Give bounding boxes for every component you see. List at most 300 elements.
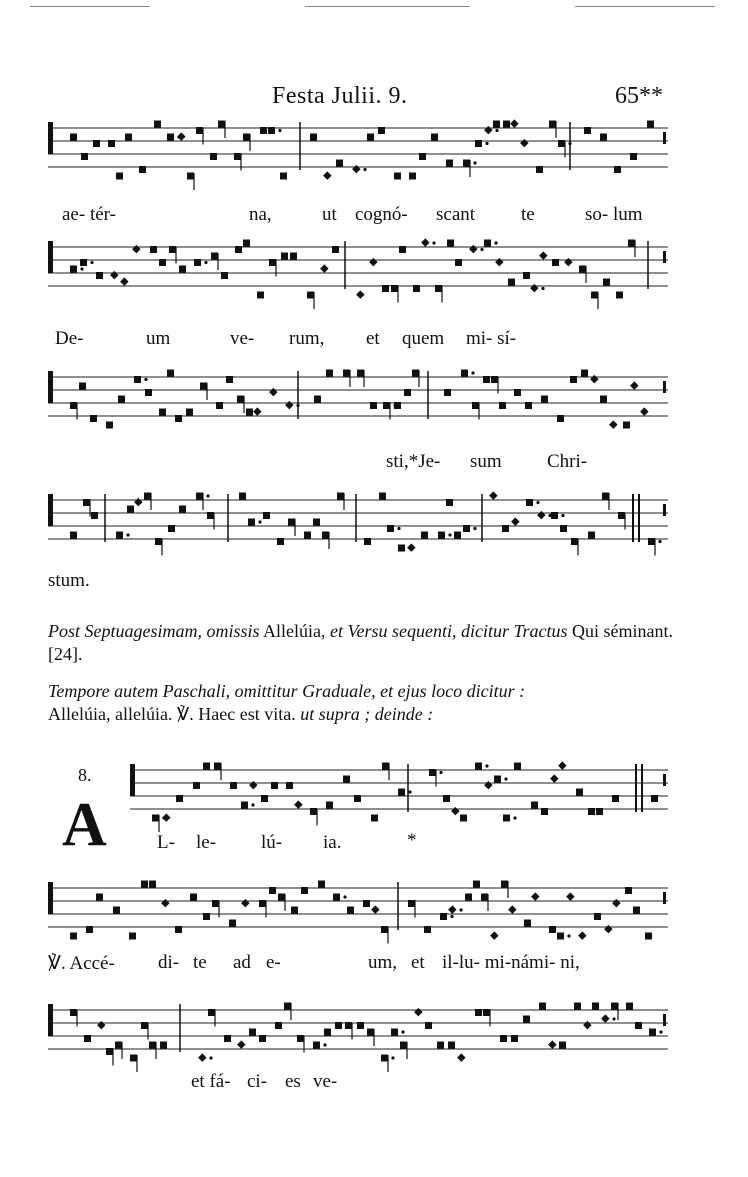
neume-note	[630, 153, 637, 160]
neume-note	[159, 259, 166, 266]
neume-note	[612, 795, 619, 802]
neume-note	[333, 894, 340, 901]
neume-note	[609, 420, 617, 428]
neume-dot	[495, 129, 498, 132]
neume-note	[391, 285, 398, 292]
neume-note	[511, 517, 519, 525]
neume-note	[383, 402, 390, 409]
neume-note	[132, 245, 140, 253]
rubric-text: Allelúia,	[259, 621, 330, 641]
neume-note	[194, 259, 201, 266]
neume-note	[367, 1029, 374, 1036]
top-rule	[305, 6, 470, 7]
neume-note	[531, 892, 539, 900]
neume-note	[408, 900, 415, 907]
neume-note	[159, 409, 166, 416]
neume-note	[320, 264, 328, 272]
neume-note	[611, 1003, 618, 1010]
neume-note	[539, 251, 547, 259]
neume-dot	[504, 777, 507, 780]
neume-note	[167, 134, 174, 141]
neume-note	[628, 240, 635, 247]
neume-note	[419, 153, 426, 160]
neume-note	[601, 1014, 609, 1022]
clef-mark	[130, 764, 135, 796]
neume-dot	[568, 142, 571, 145]
neume-note	[550, 774, 558, 782]
neume-note	[404, 389, 411, 396]
neume-note	[524, 920, 531, 927]
neume-note	[139, 166, 146, 173]
neume-note	[495, 258, 503, 266]
neume-note	[602, 493, 609, 500]
neume-note	[141, 1022, 148, 1029]
neume-note	[290, 253, 297, 260]
page-title: Festa Julii. 9.	[272, 83, 408, 109]
neume-note	[391, 1029, 398, 1036]
neume-note	[116, 173, 123, 180]
lyric-syllable: so- lum	[585, 204, 643, 225]
neume-note	[127, 506, 134, 513]
neume-note	[179, 266, 186, 273]
neume-note	[448, 905, 456, 913]
neume-note	[588, 532, 595, 539]
neume-note	[469, 245, 477, 253]
neume-note	[198, 1053, 206, 1061]
lyric-syllable: Chri-	[547, 451, 588, 472]
neume-note	[444, 389, 451, 396]
neume-note	[460, 815, 467, 822]
neume-note	[310, 808, 317, 815]
neume-note	[475, 1009, 482, 1016]
neume-note	[398, 545, 405, 552]
neume-note	[134, 376, 141, 383]
neume-note	[570, 376, 577, 383]
neume-note	[484, 126, 492, 134]
neume-note	[530, 284, 538, 292]
neume-note	[125, 134, 132, 141]
clef-mark	[48, 371, 53, 403]
neume-note	[253, 407, 261, 415]
neume-note	[203, 913, 210, 920]
lyric-syllable: quem	[402, 328, 445, 349]
neume-note	[269, 259, 276, 266]
music-staff	[0, 237, 748, 317]
neume-note	[294, 800, 302, 808]
lyric-syllable: il-lu- mi-námi- ni,	[442, 952, 580, 973]
neume-dot	[391, 1056, 394, 1059]
neume-note	[481, 894, 488, 901]
neume-note	[186, 409, 193, 416]
neume-note	[70, 266, 77, 273]
rubric-text: Allelúia, allelúia. ℣. Haec est vita.	[48, 704, 296, 724]
neume-note	[413, 285, 420, 292]
neume-note	[297, 1035, 304, 1042]
neume-note	[175, 415, 182, 422]
neume-dot	[459, 908, 462, 911]
neume-note	[421, 532, 428, 539]
neume-note	[70, 933, 77, 940]
neume-note	[190, 894, 197, 901]
neume-dot	[401, 1030, 404, 1033]
neume-note	[381, 1055, 388, 1062]
neume-note	[314, 396, 321, 403]
neume-dot	[473, 527, 476, 530]
neume-note	[149, 1042, 156, 1049]
neume-note	[363, 900, 370, 907]
music-staff	[0, 878, 748, 958]
custos-mark	[663, 381, 666, 393]
lyric-syllable: sti,*Je-	[386, 451, 441, 472]
neume-note	[564, 258, 572, 266]
neume-dot	[80, 267, 83, 270]
music-staff	[0, 490, 748, 570]
neume-note	[525, 402, 532, 409]
neume-note	[421, 238, 429, 246]
lyric-syllable: um,	[368, 952, 398, 973]
neume-note	[584, 127, 591, 134]
lyric-syllable: ve-	[230, 328, 255, 349]
neume-dot	[494, 241, 497, 244]
neume-dot	[541, 287, 544, 290]
neume-note	[203, 763, 210, 770]
neume-note	[483, 1009, 490, 1016]
neume-dot	[439, 771, 442, 774]
neume-note	[612, 899, 620, 907]
lyric-syllable: scant	[436, 204, 476, 225]
neume-note	[475, 140, 482, 147]
top-rule	[30, 6, 150, 7]
neume-note	[84, 1035, 91, 1042]
neume-dot	[126, 533, 129, 536]
neume-note	[285, 401, 293, 409]
neume-dot	[513, 816, 516, 819]
lyric-syllable: ci-	[247, 1071, 268, 1092]
neume-note	[345, 1022, 352, 1029]
custos-mark	[663, 251, 666, 263]
neume-note	[81, 153, 88, 160]
neume-note	[425, 1022, 432, 1029]
neume-note	[596, 808, 603, 815]
neume-note	[259, 1035, 266, 1042]
neume-note	[313, 519, 320, 526]
custos-mark	[663, 1014, 666, 1026]
neume-note	[520, 139, 528, 147]
neume-dot	[278, 129, 281, 132]
neume-note	[514, 763, 521, 770]
neume-note	[237, 396, 244, 403]
neume-note	[284, 1003, 291, 1010]
neume-note	[446, 160, 453, 167]
lyric-syllable: ℣. Accé-	[48, 953, 115, 974]
neume-note	[508, 279, 515, 286]
neume-note	[457, 1053, 465, 1061]
neume-note	[108, 140, 115, 147]
neume-note	[160, 1042, 167, 1049]
neume-note	[399, 246, 406, 253]
rubric-paragraph	[48, 680, 688, 726]
neume-note	[635, 1022, 642, 1029]
neume-note	[618, 512, 625, 519]
neume-note	[552, 259, 559, 266]
neume-note	[307, 292, 314, 299]
neume-note	[409, 173, 416, 180]
neume-note	[484, 781, 492, 789]
neume-dot	[480, 248, 483, 251]
neume-note	[343, 370, 350, 377]
neume-note	[371, 815, 378, 822]
neume-note	[558, 140, 565, 147]
neume-note	[224, 1035, 231, 1042]
neume-note	[463, 525, 470, 532]
neume-note	[536, 166, 543, 173]
neume-note	[271, 782, 278, 789]
neume-note	[412, 370, 419, 377]
neume-note	[651, 795, 658, 802]
neume-note	[230, 782, 237, 789]
neume-note	[382, 763, 389, 770]
neume-note	[260, 127, 267, 134]
neume-note	[508, 905, 516, 913]
neume-note	[212, 900, 219, 907]
neume-note	[86, 926, 93, 933]
neume-note	[475, 763, 482, 770]
neume-dot	[659, 1030, 662, 1033]
neume-note	[155, 538, 162, 545]
neume-note	[336, 160, 343, 167]
neume-note	[291, 907, 298, 914]
neume-note	[648, 538, 655, 545]
neume-note	[134, 498, 142, 506]
rubric-italic: ut supra ; deinde :	[295, 704, 434, 724]
neume-note	[549, 926, 556, 933]
neume-note	[214, 763, 221, 770]
music-staff	[0, 367, 748, 447]
neume-note	[234, 153, 241, 160]
neume-dot	[448, 533, 451, 536]
neume-note	[583, 1021, 591, 1029]
neume-note	[625, 887, 632, 894]
neume-note	[501, 881, 508, 888]
lyric-syllable: L-	[157, 832, 175, 853]
neume-note	[326, 370, 333, 377]
neume-note	[500, 1035, 507, 1042]
clef-mark	[48, 122, 53, 154]
neume-note	[378, 127, 385, 134]
neume-note	[175, 926, 182, 933]
neume-note	[226, 376, 233, 383]
neume-note	[647, 121, 654, 128]
neume-note	[235, 246, 242, 253]
neume-note	[208, 1009, 215, 1016]
lyric-syllable: na,	[249, 204, 272, 225]
neume-dot	[408, 790, 411, 793]
neume-note	[324, 1029, 331, 1036]
neume-note	[154, 121, 161, 128]
neume-note	[645, 933, 652, 940]
lyric-syllable: cognó-	[355, 204, 408, 225]
neume-note	[484, 240, 491, 247]
top-rule	[575, 6, 715, 7]
neume-note	[130, 1055, 137, 1062]
neume-note	[579, 266, 586, 273]
neume-dot	[144, 378, 147, 381]
rubric-italic: Tempore autem Paschali, omittitur Graduale, et ejus loco dicitur :	[48, 681, 526, 701]
neume-dot	[561, 514, 564, 517]
lyric-syllable: et	[411, 952, 425, 973]
lyric-syllable: ae- tér-	[62, 204, 116, 225]
neume-note	[578, 931, 586, 939]
neume-note	[268, 127, 275, 134]
neume-note	[424, 926, 431, 933]
neume-dot	[471, 371, 474, 374]
clef-mark	[48, 882, 53, 914]
neume-note	[120, 277, 128, 285]
neume-note	[640, 407, 648, 415]
neume-note	[249, 1029, 256, 1036]
neume-note	[241, 899, 249, 907]
neume-note	[79, 383, 86, 390]
neume-note	[275, 1022, 282, 1029]
neume-dot	[363, 168, 366, 171]
neume-note	[614, 166, 621, 173]
neume-note	[503, 121, 510, 128]
neume-note	[221, 272, 228, 279]
neume-note	[503, 815, 510, 822]
neume-note	[257, 292, 264, 299]
neume-note	[313, 1042, 320, 1049]
lyric-syllable: De-	[55, 328, 84, 349]
neume-dot	[258, 520, 261, 523]
lyric-syllable: le-	[196, 832, 217, 853]
neume-note	[326, 802, 333, 809]
neume-note	[211, 253, 218, 260]
neume-note	[207, 512, 214, 519]
neume-note	[541, 808, 548, 815]
music-staff	[0, 1000, 748, 1080]
neume-note	[149, 881, 156, 888]
neume-note	[600, 396, 607, 403]
lyric-syllable: sum	[470, 451, 502, 472]
neume-note	[322, 532, 329, 539]
lyric-syllable: ad	[233, 952, 251, 973]
lyric-syllable: stum.	[48, 570, 90, 591]
neume-note	[581, 370, 588, 377]
neume-note	[559, 1042, 566, 1049]
neume-dot	[209, 1056, 212, 1059]
neume-note	[557, 933, 564, 940]
lyric-syllable: et	[366, 328, 380, 349]
clef-mark	[48, 1004, 53, 1036]
neume-note	[447, 240, 454, 247]
neume-note	[218, 121, 225, 128]
custos-mark	[663, 892, 666, 904]
neume-note	[616, 292, 623, 299]
neume-note	[70, 1009, 77, 1016]
neume-note	[210, 153, 217, 160]
neume-note	[70, 134, 77, 141]
music-staff	[0, 118, 748, 198]
neume-note	[304, 532, 311, 539]
neume-dot	[473, 161, 476, 164]
neume-note	[531, 802, 538, 809]
neume-note	[541, 396, 548, 403]
neume-note	[80, 259, 87, 266]
neume-note	[472, 402, 479, 409]
neume-note	[649, 1029, 656, 1036]
neume-note	[357, 1022, 364, 1029]
neume-note	[499, 402, 506, 409]
neume-note	[371, 905, 379, 913]
neume-note	[523, 272, 530, 279]
neume-note	[526, 499, 533, 506]
lyric-syllable: et fá-	[191, 1071, 231, 1092]
neume-note	[196, 127, 203, 134]
neume-note	[286, 782, 293, 789]
neume-note	[407, 543, 415, 551]
lyric-syllable: te	[521, 204, 535, 225]
neume-note	[288, 519, 295, 526]
neume-note	[347, 907, 354, 914]
neume-note	[269, 388, 277, 396]
neume-note	[491, 376, 498, 383]
neume-note	[600, 134, 607, 141]
custos-mark	[663, 774, 666, 786]
neume-dot	[612, 1017, 615, 1020]
neume-note	[511, 1035, 518, 1042]
lyric-syllable: di-	[158, 952, 180, 973]
neume-note	[440, 913, 447, 920]
neume-dot	[251, 803, 254, 806]
neume-note	[261, 795, 268, 802]
lyric-syllable: rum,	[289, 328, 325, 349]
neume-note	[387, 525, 394, 532]
neume-note	[382, 285, 389, 292]
neume-note	[367, 134, 374, 141]
neume-dot	[536, 501, 539, 504]
neume-note	[588, 808, 595, 815]
neume-dot	[658, 540, 661, 543]
lyric-syllable: mi- sí-	[466, 328, 517, 349]
neume-note	[590, 375, 598, 383]
neume-note	[502, 525, 509, 532]
lyric-syllable: lú-	[261, 832, 283, 853]
neume-note	[576, 789, 583, 796]
neume-note	[379, 493, 386, 500]
neume-note	[591, 292, 598, 299]
neume-note	[145, 389, 152, 396]
neume-note	[281, 253, 288, 260]
neume-note	[248, 519, 255, 526]
page-number: 65**	[615, 83, 663, 109]
neume-note	[364, 538, 371, 545]
neume-dot	[206, 494, 209, 497]
neume-note	[243, 134, 250, 141]
neume-note	[603, 279, 610, 286]
clef-mark	[48, 494, 53, 526]
neume-note	[558, 761, 566, 769]
clef-mark	[48, 241, 53, 273]
neume-note	[398, 789, 405, 796]
lyric-syllable: *	[407, 830, 417, 851]
neume-note	[437, 1042, 444, 1049]
neume-note	[187, 173, 194, 180]
neume-dot	[204, 261, 207, 264]
neume-note	[115, 1042, 122, 1049]
neume-dot	[343, 895, 346, 898]
rubric-text: Qui séminant. [24].	[48, 621, 673, 664]
rubric-paragraph	[48, 620, 688, 666]
